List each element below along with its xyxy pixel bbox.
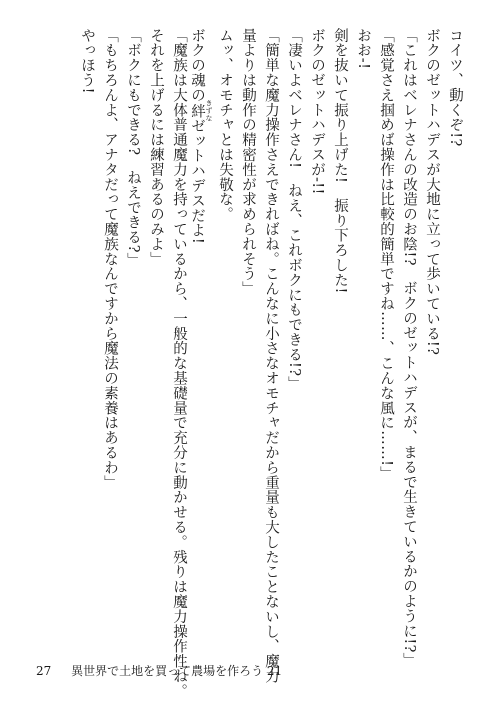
text-column: 「凄いよベレナさん! ねえ、これボクにもできる!?」 — [286, 28, 302, 392]
text-column: やっほう! — [79, 28, 95, 94]
text-column: ボクの魂の絆 きずなゼットハデスだよ! — [189, 28, 213, 245]
text-column: 「感覚さえ掴めば操作は比較的簡単ですね……、こんな風に……!」 — [378, 28, 394, 482]
text-column: ボクのゼットハデスが大地に立って歩いている!? — [424, 28, 440, 356]
book-title: 異世界で土地を買って農場を作ろう 21 — [71, 664, 283, 678]
text-column: ボクのゼットハデスが-!! — [309, 28, 325, 195]
text-column: 「簡単な魔力操作さえできればね。こんなに小さなオモチャだから重量も大したことないし、魔力 — [263, 28, 279, 684]
text-column: コイツ、動くぞ!? — [447, 28, 463, 147]
page-footer — [36, 662, 282, 679]
text-column: 「これはベレナさんの改造のお陰!? ボクのゼットハデスが、まるで生きているかのように!?」 — [401, 28, 417, 668]
text-column: おお-! — [355, 28, 371, 70]
page-number: 27 — [36, 664, 52, 678]
ruby-reading: きずな — [205, 99, 213, 122]
text-column: 「もちろんよ、アナタだって魔族なんですから魔法の素養はあるわ」 — [102, 28, 118, 490]
text-column: 量よりは動作の精密性が求められそう」 — [240, 28, 256, 297]
text-column: 「ボクにもできる? ねえできる?」 — [125, 28, 141, 268]
ruby-annotation: 絆 きずな — [189, 99, 213, 122]
text-column: 剣を抜いて振り上げた! 振り下ろした! — [332, 28, 348, 294]
text-column: それを上げるには練習あるのみよ」 — [148, 28, 164, 267]
text-column: 「魔族は大体普通魔力を持っているから、一般的な基礎量で充分に動かせる。残りは魔力操作性ね。 — [171, 28, 187, 699]
text-column: ムッ、オモチャとは失敬な。 — [217, 28, 233, 222]
